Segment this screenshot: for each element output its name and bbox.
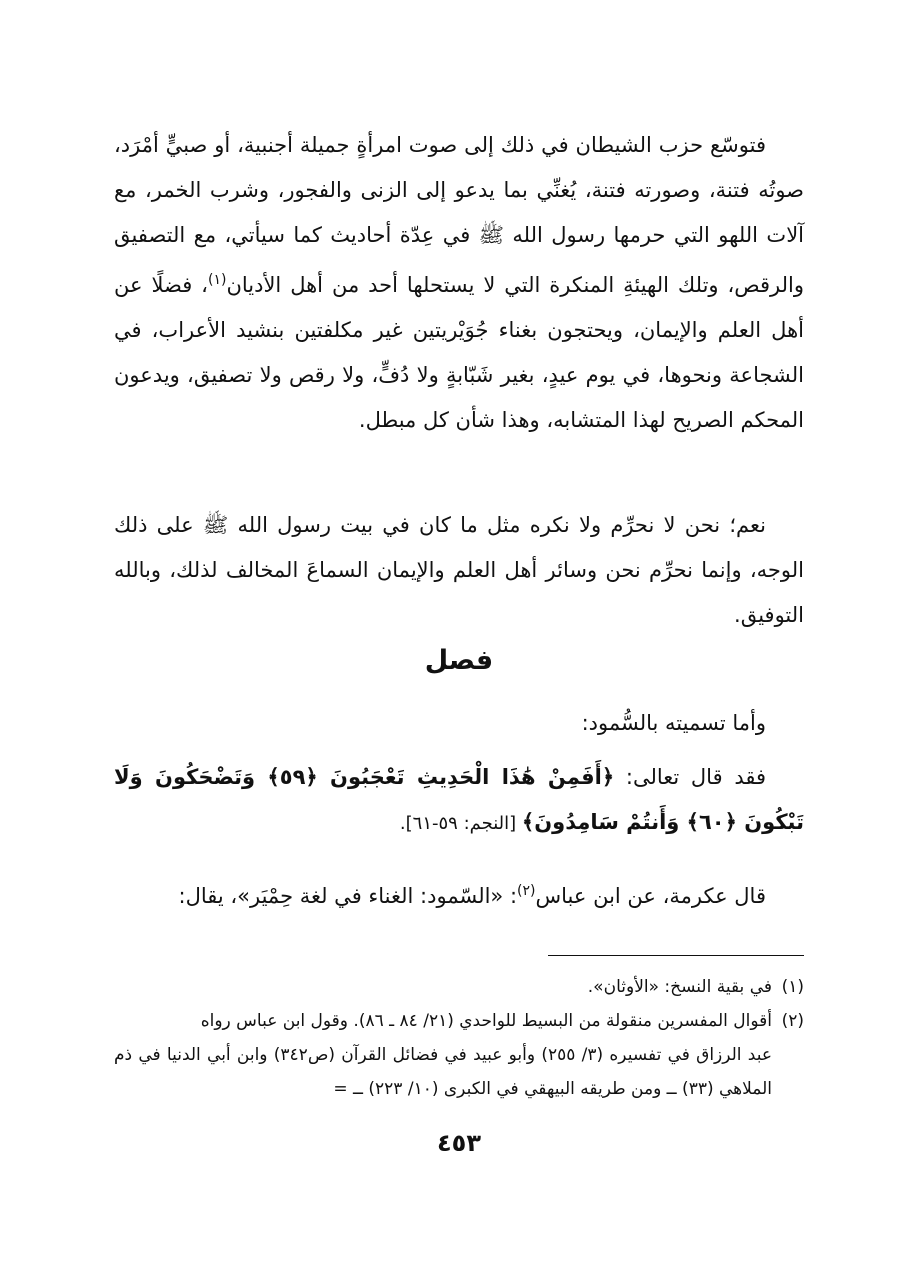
paragraph-5-text-b: : «السّمود: الغناء في لغة حِمْيَر»، يقال: (178, 884, 518, 908)
section-heading: فصل (424, 645, 494, 676)
page-number: ٤٥٣ (437, 1129, 481, 1157)
paragraph-3: وأما تسميته بالسُّمود: (581, 711, 766, 735)
paragraph-1-text-a: فتوسّع حزب الشيطان في ذلك إلى صوت امرأةٍ جميلة أجنبية، أو صبيٍّ أمْرَد، صوتُه فتنة، وصورته فتنة، يُغنِّي بما يدعو إلى الزنى والفجور، وشرب الخمر، مع آلات اللهو التي حرمها رسول الله ﷺ في عِدّة أحاديث كما سيأتي، مع التصفيق والرقص، وتلك الهيئةِ المنكرة التي لا يستحلها أحد من أهل الأديان (114, 133, 804, 297)
footnote-2-continuation: عبد الرزاق في تفسيره (٣/ ٢٥٥) وأبو عبيد في فضائل القرآن (ص٣٤٢) وابن أبي الدنيا في ذم الملاهي (٣٣) ــ ومن طريقه البيهقي في الكبرى (١٠/ ٢٢٣) ــ = (114, 1045, 772, 1099)
paragraph-5 (114, 869, 804, 919)
footnote-2 (114, 1004, 804, 1038)
footnote-divider (548, 955, 804, 956)
footnote-ref-2[interactable]: (٢) (517, 883, 536, 899)
footnote-number: (٢) (781, 1011, 804, 1031)
paragraph-4 (114, 755, 804, 846)
quran-intro: فقد قال تعالى: (614, 765, 767, 789)
paragraph-1-text-b: ، فضلًا عن أهل العلم والإيمان، ويحتجون بغناء جُوَيْريتين غير مكلفتين بنشيد الأعراب، في الشجاعة ونحوها، في يوم عيدٍ، بغير شَبّابةٍ ولا دُفٍّ، ولا رقص ولا تصفيق، ويدعون المحكم الصريح لهذا المتشابه، وهذا شأن كل مبطل. (114, 273, 804, 432)
footnote-text: أقوال المفسرين منقولة من البسيط للواحدي (٢١/ ٨٤ ـ ٨٦). وقول ابن عباس رواه (200, 1011, 772, 1031)
footnote-text: في بقية النسخ: «الأوثان». (587, 977, 772, 997)
paragraph-5-text-a: قال عكرمة، عن ابن عباس (535, 884, 766, 908)
quran-verse: ﴿أَفَمِنْ هَٰذَا الْحَدِيثِ تَعْجَبُونَ ﴿٥٩﴾ وَتَضْحَكُونَ وَلَا تَبْكُونَ ﴿٦٠﴾ وَأَنتُمْ سَامِدُونَ﴾ (114, 765, 804, 834)
footnote-1 (114, 970, 804, 1004)
footnote-number: (١) (781, 977, 804, 997)
paragraph-1 (114, 123, 804, 443)
book-page (114, 115, 804, 1215)
paragraph-2: نعم؛ نحن لا نحرِّم ولا نكره مثل ما كان في بيت رسول الله ﷺ على ذلك الوجه، وإنما نحرِّم نحن وسائر أهل العلم والإيمان السماعَ المخالف لذلك، وبالله التوفيق. (114, 513, 804, 627)
quran-citation: [النجم: ٥٩-٦١]. (399, 813, 522, 834)
footnote-ref-1[interactable]: (١) (207, 272, 227, 288)
footnotes (114, 970, 804, 1106)
